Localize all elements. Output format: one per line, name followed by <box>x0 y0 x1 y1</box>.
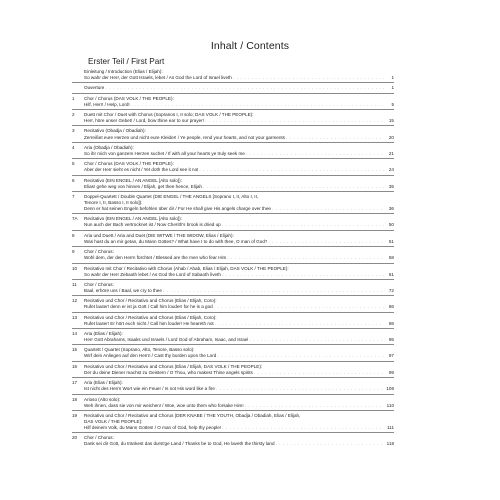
toc-entry[interactable] <box>72 83 394 93</box>
entry-heading: Doppel-Quartett / Double Quartet (DIE ENGEL / THE ANGELS [Soprano I, II, Alto I, II, <box>84 193 259 199</box>
entry-number: 17 <box>72 380 78 386</box>
entry-number: 13 <box>72 314 78 320</box>
dot-leader <box>221 272 384 278</box>
entry-heading: Aria und Duett / Aria and Duet (DIE WITWE / THE WIDOW, Elias / Elijah): <box>84 232 234 238</box>
entry-heading: Ouverture <box>84 85 105 91</box>
entry-heading: Recitativo und Chor / Recitativo and Chorus (Elias / Elijah, DAS VOLK / THE PEOPLE): <box>84 363 263 369</box>
entry-heading: Recitativo (Obadja / Obadiah): <box>84 128 146 134</box>
entry-text: Wirf dein Anliegen auf den Herrn / Cast thy burden upon the Lord <box>84 353 217 359</box>
entry-heading: Aria (Elias / Elijah): <box>84 380 123 386</box>
entry-heading: Einleitung / Introduction (Elias / Elijah): <box>84 69 163 74</box>
toc-entry[interactable] <box>72 378 394 394</box>
entry-text: Weh ihnen, dass sie von mir weichen! / Woe, woe unto them who forsake Him! <box>84 402 244 408</box>
entry-heading: Chor / Chorus (DAS VOLK / THE PEOPLE): <box>84 161 174 167</box>
page-title: Inhalt / Contents <box>210 40 290 52</box>
toc-entry[interactable] <box>72 362 394 378</box>
page-number: 51 <box>388 238 394 244</box>
page-number: 36 <box>388 206 394 212</box>
toc-entry[interactable] <box>72 329 394 345</box>
dot-leader <box>130 102 384 108</box>
toc-entry[interactable] <box>72 231 394 247</box>
entry-heading: Chor / Chorus (DAS VOLK / THE PEOPLE): <box>84 95 174 101</box>
entry-heading: Recitativo mit Chor / Recitativo with Chorus (Ahab / Ahab, Elias / Elijah, DAS VOLK / THE PEOPLE): <box>84 265 289 271</box>
toc-entry[interactable] <box>72 247 394 263</box>
entry-text: Hilf, Herr! / Help, Lord! <box>84 101 130 107</box>
toc-entry[interactable] <box>72 192 394 214</box>
entry-number: 1 <box>72 95 75 101</box>
dot-leader <box>104 85 384 91</box>
toc-entry[interactable] <box>72 126 394 142</box>
entry-text: Herr Gott Abrahams, Isaaks und Israels / Lord God of Abraham, Isaac, and Israel <box>84 337 249 343</box>
dot-leader <box>244 403 384 409</box>
entry-number: 9 <box>72 249 75 255</box>
entry-text: Rufet lauter! denn er ist ja Gott / Call him louder! for he is a god <box>84 304 213 310</box>
toc-entry[interactable] <box>72 280 394 296</box>
toc-entry[interactable] <box>72 94 394 110</box>
entry-text: Herr, höre unser Gebet! / Lord, bow thine ear to our prayer! <box>84 118 205 124</box>
page-number: 58 <box>388 255 394 261</box>
entry-number: 4 <box>72 144 75 150</box>
page-number: 110 <box>386 402 394 408</box>
entry-number: 14 <box>72 331 78 336</box>
page-number: 111 <box>387 425 394 431</box>
page-number: 86 <box>388 304 394 310</box>
toc-entry[interactable] <box>72 159 394 175</box>
entry-number: 11 <box>72 281 77 287</box>
page-number: 20 <box>388 134 394 140</box>
page-number: 15 <box>388 118 394 124</box>
entry-text: Dank sei dir Gott, du tränkest das durst'ge Land / Thanks be to God, He laveth the thirsty land <box>84 441 275 447</box>
dot-leader <box>204 118 384 124</box>
entry-number: 6 <box>72 177 75 183</box>
entry-number: 7A <box>72 216 78 222</box>
page-number: 24 <box>388 167 394 173</box>
entry-number: 2 <box>72 112 75 118</box>
dot-leader <box>198 167 384 173</box>
toc-entry[interactable] <box>72 143 394 159</box>
entry-text: So ihr mich von ganzem Herzen suchet / If with all your hearts ye truly seek me <box>84 150 245 156</box>
entry-text: So wahr der Herr Zebaoth lebet / As God the Lord of Sabaoth liveth <box>84 271 221 277</box>
page-number: 72 <box>388 287 394 293</box>
page-number: 106 <box>386 386 394 392</box>
dot-leader <box>215 386 384 392</box>
entry-heading: Recitativo und Chor / Recitativo and Chorus (DER KNABE / THE YOUTH, Obadja / Obadiah, Elias / Elijah, <box>84 412 301 418</box>
page-number: 5 <box>391 101 394 107</box>
entry-number: 3 <box>72 128 75 134</box>
entry-text: DAS VOLK / THE PEOPLE): <box>84 418 143 424</box>
dot-leader <box>214 321 384 327</box>
page-number: 50 <box>388 222 394 228</box>
entry-text: Hilf deinem Volk, du Mann Gottes! / O man of God, help thy people! <box>84 425 222 431</box>
entry-text: Wohl dem, der den Herrn fürchtet / Blessed are the men who fear Him <box>84 255 227 261</box>
entry-heading: Recitativo und Chor / Recitativo and Chorus (Elias / Elijah, Coro): <box>84 298 217 304</box>
entry-number: 7 <box>72 193 75 199</box>
dot-leader <box>221 425 384 431</box>
entry-text: Denn er hat seinen Engeln befohlen über dir / For He shall give His angels charge over thee <box>84 206 271 212</box>
dot-leader <box>248 337 384 343</box>
entry-heading: Recitativo (EIN ENGEL / AN ANGEL [Alto solo]): <box>84 216 182 222</box>
page-number: 118 <box>386 441 394 447</box>
toc-entry[interactable] <box>72 67 394 83</box>
dot-leader <box>232 75 384 81</box>
entry-number: 5 <box>72 161 75 167</box>
dot-leader <box>271 206 384 212</box>
dot-leader <box>162 288 384 294</box>
page-number: 97 <box>388 353 394 359</box>
entry-heading: Chor / Chorus: <box>84 435 114 441</box>
entry-heading: Chor / Chorus: <box>84 281 114 287</box>
page-number: 95 <box>388 337 394 343</box>
toc-entry[interactable] <box>72 411 394 433</box>
toc-entry[interactable] <box>72 345 394 361</box>
toc-entry[interactable] <box>72 214 394 230</box>
entry-number: 15 <box>72 347 78 353</box>
toc-entry[interactable] <box>72 176 394 192</box>
toc-entry[interactable] <box>72 264 394 280</box>
page-number: 35 <box>388 183 394 189</box>
toc-entry[interactable] <box>72 313 394 329</box>
entry-heading: Duett mit Chor / Duet with Chorus (Sopranos I, II solo; DAS VOLK / THE PEOPLE): <box>84 112 254 118</box>
entry-number: 10 <box>72 265 78 271</box>
dot-leader <box>221 222 384 228</box>
entry-number: 8 <box>72 232 75 238</box>
entry-heading: Recitativo (EIN ENGEL / AN ANGEL [Alto solo]): <box>84 177 182 183</box>
dot-leader <box>245 151 384 157</box>
dot-leader <box>285 135 384 141</box>
entry-text: Ist nicht des Herrn Wort wie ein Feuer / Is not His word like a fire <box>84 386 215 392</box>
page-number: 1 <box>391 75 394 81</box>
dot-leader <box>253 370 384 376</box>
page-number: 21 <box>388 150 394 156</box>
toc-list <box>72 67 394 449</box>
entry-text: Was hast du an mir getan, du Mann Gottes? / What have I to do with thee, O man of God? <box>84 238 268 244</box>
part-heading: Erster Teil / First Part <box>88 57 165 66</box>
page-number: 99 <box>388 369 394 375</box>
entry-text: Aber der Herr sieht es nicht / Yet doth the Lord see it not <box>84 167 199 173</box>
toc-entry[interactable] <box>72 110 394 126</box>
entry-number: 20 <box>72 435 78 441</box>
entry-text: Tenore I, II, Basso I, II solo]): <box>84 200 143 205</box>
entry-number: 18 <box>72 396 78 402</box>
entry-text: Nun auch der Bach vertrocknet ist / Now Cherith's brook is dried up <box>84 222 221 228</box>
toc-entry[interactable] <box>72 395 394 411</box>
entry-text: Rufet lauter! Er hört euch nicht / Call him louder! He heareth not <box>84 320 214 326</box>
entry-number: 16 <box>72 363 78 369</box>
entry-number: 12 <box>72 298 78 304</box>
dot-leader <box>275 441 384 447</box>
entry-heading: Aria (Obadja / Obadiah): <box>84 144 134 150</box>
dot-leader <box>226 255 384 261</box>
entry-heading: Quartett / Quartet (Soprano, Alto, Tenore, Basso solo): <box>84 347 195 353</box>
dot-leader <box>202 184 384 190</box>
entry-text: Der du deine Diener machst zu Geistern / O Thou, who makest Thine angels spirits <box>84 369 253 375</box>
page-number: 88 <box>388 320 394 326</box>
entry-number: 19 <box>72 412 78 418</box>
page-number: 1 <box>391 85 394 91</box>
entry-heading: Aria (Elias / Elijah): <box>84 331 123 336</box>
entry-text: Zerreißet eure Herzen und nicht eure Kleider! / Ye people, rend your hearts, and not your garments <box>84 134 285 140</box>
page-number: 61 <box>388 271 394 277</box>
entry-text: So wahr der Herr, der Gott Israels, lebet / As God the Lord of Israel liveth <box>84 75 232 81</box>
entry-text: Baal, erhöre uns / Baal, we cry to thee <box>84 287 162 293</box>
entry-heading: Chor / Chorus: <box>84 249 114 255</box>
toc-entry[interactable] <box>72 296 394 312</box>
dot-leader <box>216 353 384 359</box>
entry-heading: Arioso (Alto solo): <box>84 396 121 402</box>
entry-heading: Recitativo und Chor / Recitativo and Chorus (Elias / Elijah, Coro): <box>84 314 217 320</box>
entry-text: Elias! gehe weg von hinnen / Elijah, get thee hence, Elijah <box>84 183 202 189</box>
dot-leader <box>213 304 384 310</box>
toc-entry[interactable] <box>72 433 394 448</box>
dot-leader <box>267 239 384 245</box>
